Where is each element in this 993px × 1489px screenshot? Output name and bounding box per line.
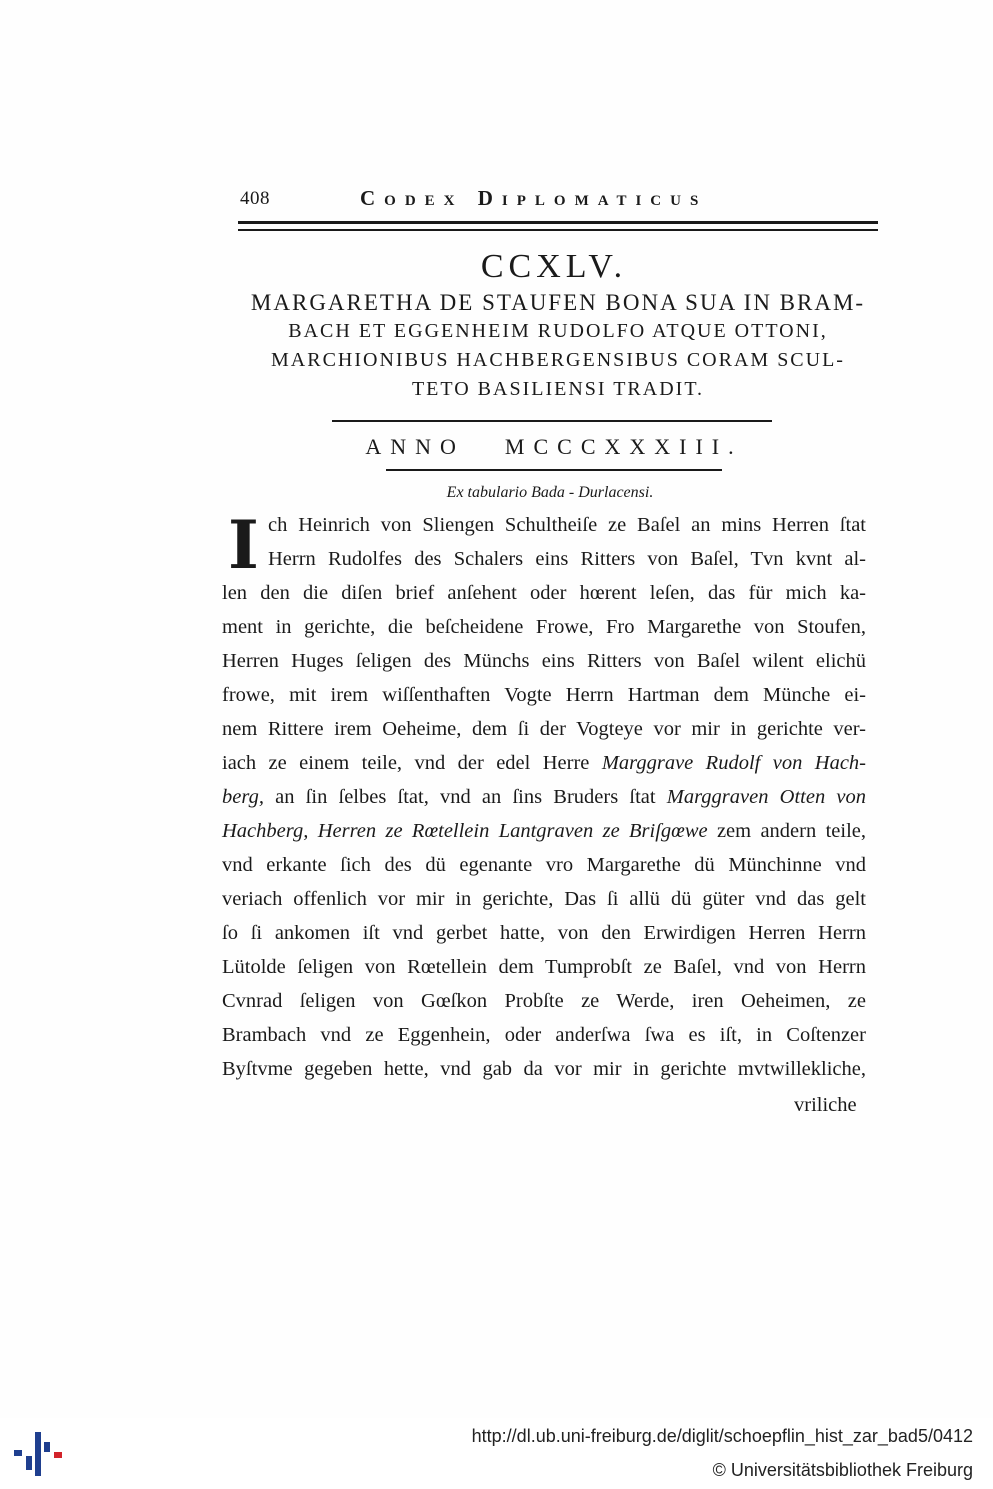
text-line: berg, an ſin ſelbes ſtat, vnd an ſins Bruders ſtat Marggraven Otten von — [222, 786, 866, 808]
text-line: vnd erkante ſich des dü egenante vro Margarethe dü Münchinne vnd — [222, 854, 866, 876]
title-line: BACH ET EGGENHEIM RUDOLFO ATQUE OTTONI, — [288, 320, 828, 342]
viewer-footer — [0, 1418, 993, 1489]
catchword: vriliche — [794, 1094, 857, 1116]
text-line: Brambach vnd ze Eggenhein, oder anderſwa ſwa es iſt, in Coſtenzer — [222, 1024, 866, 1046]
text-line: Hachberg, Herren ze Rœtellein Lantgraven ze Briſgœwe zem andern teile, — [222, 820, 866, 842]
text-line: Cvnrad ſeligen von Gœſkon Probſte ze Werde, iren Oeheimen, ze — [222, 990, 866, 1012]
header-double-rule — [238, 221, 878, 234]
drop-cap: I — [228, 506, 259, 584]
text-line: frowe, mit irem wiſſenthaften Vogte Herrn Hartman dem Münche ei- — [222, 684, 866, 706]
title-line: MARCHIONIBUS HACHBERGENSIBUS CORAM SCUL- — [271, 349, 845, 371]
copyright-notice: © Universitätsbibliothek Freiburg — [712, 1460, 973, 1480]
text-line: nem Rittere irem Oeheime, dem ſi der Vogteye vor mir in gerichte ver- — [222, 718, 866, 740]
document-number: CCXLV. — [480, 248, 628, 285]
text-line: ch Heinrich von Sliengen Schultheiſe ze Baſel an mins Herren ſtat — [268, 514, 866, 536]
text-line: Herren Huges ſeligen des Münchs eins Ritters von Baſel wilent elichü — [222, 650, 866, 672]
title-rule — [332, 420, 772, 422]
page-header — [238, 184, 878, 210]
library-logo-icon — [14, 1432, 62, 1476]
source-note: Ex tabulario Bada - Durlacensi. — [446, 484, 654, 501]
running-title: Codex Diplomaticus — [360, 186, 708, 210]
year-line — [0, 434, 993, 460]
year-value: MCCCXXXIII. — [504, 434, 743, 459]
document-title — [228, 288, 888, 404]
text-line: ſo ſi ankomen iſt vnd gerbet hatte, von den Erwirdigen Herren Herrn — [222, 922, 866, 944]
text-line: ment in gerichte, die beſcheidene Frowe, Fro Margarethe von Stoufen, — [222, 616, 866, 638]
permalink-url[interactable]: http://dl.ub.uni-freiburg.de/diglit/schoepflin_hist_zar_bad5/0412 — [471, 1426, 973, 1446]
text-line: veriach offenlich vor mir in gerichte, Das ſi allü dü güter vnd das gelt — [222, 888, 866, 910]
text-line: iach ze einem teile, vnd der edel Herre Marggrave Rudolf von Hach- — [222, 752, 866, 774]
page-number: 408 — [240, 188, 270, 209]
text-line: Byſtvme gegeben hette, vnd gab da vor mir in gerichte mvtwillekliche, — [222, 1058, 866, 1080]
title-line: TETO BASILIENSI TRADIT. — [411, 378, 705, 400]
text-line: len den die diſen brief anſehent oder hœrent leſen, das für mich ka- — [222, 582, 866, 604]
text-line: Herrn Rudolfes des Schalers eins Ritters von Baſel, Tvn kvnt al- — [268, 548, 866, 570]
year-label: ANNO — [365, 434, 465, 459]
text-line: Lütolde ſeligen von Rœtellein dem Tumprobſt ze Baſel, vnd von Herrn — [222, 956, 866, 978]
year-rule — [386, 469, 722, 471]
title-line: MARGARETHA DE STAUFEN BONA SUA IN BRAM- — [250, 290, 866, 315]
